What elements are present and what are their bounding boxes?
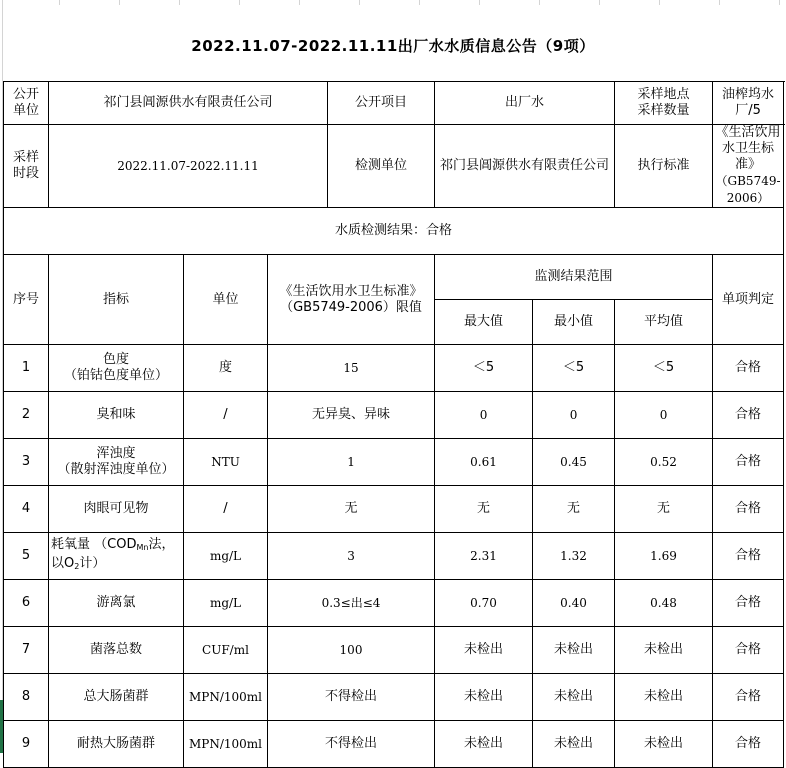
period-value[interactable]: 2022.11.07-2022.11.11 — [49, 125, 328, 208]
result-max[interactable]: 2.31 — [435, 533, 533, 580]
header-judge[interactable]: 单项判定 — [713, 255, 784, 345]
result-min[interactable]: 0.40 — [533, 580, 615, 627]
table-row — [4, 533, 784, 580]
indicator-unit[interactable]: mg/L — [184, 580, 268, 627]
indicator-unit[interactable]: / — [184, 392, 268, 439]
indicator-unit[interactable]: mg/L — [184, 533, 268, 580]
result-avg[interactable]: 无 — [615, 486, 713, 533]
table-row — [4, 674, 784, 721]
row-number[interactable]: 7 — [4, 627, 49, 674]
indicator-unit[interactable]: MPN/100ml — [184, 721, 268, 768]
result-avg[interactable]: 0.52 — [615, 439, 713, 486]
result-row — [4, 208, 784, 255]
indicator-unit[interactable]: NTU — [184, 439, 268, 486]
header-indicator[interactable]: 指标 — [49, 255, 184, 345]
judgement[interactable]: 合格 — [713, 721, 784, 768]
indicator-name[interactable]: 耐热大肠菌群 — [49, 721, 184, 768]
result-avg[interactable]: 未检出 — [615, 674, 713, 721]
judgement[interactable]: 合格 — [713, 439, 784, 486]
row-number[interactable]: 5 — [4, 533, 49, 580]
standard-limit[interactable]: 无异臭、异味 — [268, 392, 435, 439]
row-number[interactable]: 9 — [4, 721, 49, 768]
table-row — [4, 345, 784, 392]
standard-limit[interactable]: 15 — [268, 345, 435, 392]
table-row — [4, 392, 784, 439]
indicator-name[interactable]: 臭和味 — [49, 392, 184, 439]
header-limit[interactable]: 《生活饮用水卫生标准》 （GB5749-2006）限值 — [268, 255, 435, 345]
row-number[interactable]: 1 — [4, 345, 49, 392]
indicator-unit[interactable]: 度 — [184, 345, 268, 392]
standard-limit[interactable]: 100 — [268, 627, 435, 674]
period-label[interactable]: 采样 时段 — [4, 125, 49, 208]
result-max[interactable]: 未检出 — [435, 674, 533, 721]
result-avg[interactable]: 未检出 — [615, 627, 713, 674]
judgement[interactable]: 合格 — [713, 533, 784, 580]
judgement[interactable]: 合格 — [713, 580, 784, 627]
table-row — [4, 486, 784, 533]
header-range[interactable]: 监测结果范围 — [435, 255, 713, 300]
result-min[interactable]: 未检出 — [533, 627, 615, 674]
judgement[interactable]: 合格 — [713, 486, 784, 533]
header-no[interactable]: 序号 — [4, 255, 49, 345]
result-max[interactable]: 0.61 — [435, 439, 533, 486]
table-row — [4, 439, 784, 486]
indicator-unit[interactable]: CUF/ml — [184, 627, 268, 674]
row-number[interactable]: 4 — [4, 486, 49, 533]
result-avg[interactable]: 0.48 — [615, 580, 713, 627]
result-avg[interactable]: 未检出 — [615, 721, 713, 768]
standard-limit[interactable]: 0.3≤出≤4 — [268, 580, 435, 627]
standard-label[interactable]: 执行标准 — [615, 125, 713, 208]
water-quality-table — [3, 81, 784, 768]
table-row — [4, 721, 784, 768]
indicator-unit[interactable]: MPN/100ml — [184, 674, 268, 721]
info-row-period — [4, 125, 784, 208]
row-number[interactable]: 8 — [4, 674, 49, 721]
sample-location-label[interactable]: 采样地点 采样数量 — [615, 82, 713, 125]
overall-result[interactable]: 水质检测结果：合格 — [4, 208, 784, 255]
indicator-name[interactable]: 色度 （铂钴色度单位） — [49, 345, 184, 392]
header-row-1 — [4, 255, 784, 300]
public-item-value[interactable]: 出厂水 — [435, 82, 615, 125]
row-number[interactable]: 2 — [4, 392, 49, 439]
result-max[interactable]: ＜5 — [435, 345, 533, 392]
judgement[interactable]: 合格 — [713, 627, 784, 674]
indicator-name[interactable]: 总大肠菌群 — [49, 674, 184, 721]
test-unit-value[interactable]: 祁门县阊源供水有限责任公司 — [435, 125, 615, 208]
standard-limit[interactable]: 无 — [268, 486, 435, 533]
result-avg[interactable]: 0 — [615, 392, 713, 439]
result-max[interactable]: 无 — [435, 486, 533, 533]
result-avg[interactable]: ＜5 — [615, 345, 713, 392]
header-min[interactable]: 最小值 — [533, 300, 615, 345]
page-title: 2022.11.07-2022.11.11出厂水水质信息公告（9项） — [191, 36, 595, 55]
result-max[interactable]: 0 — [435, 392, 533, 439]
indicator-unit[interactable]: / — [184, 486, 268, 533]
indicator-name[interactable]: 耗氧量 （$COD_{Mn}$法， 以$O_2$计） — [49, 533, 184, 580]
result-min[interactable]: ＜5 — [533, 345, 615, 392]
standard-limit[interactable]: 3 — [268, 533, 435, 580]
spreadsheet-gridlines — [0, 0, 786, 5]
public-item-label[interactable]: 公开项目 — [328, 82, 435, 125]
standard-limit[interactable]: 1 — [268, 439, 435, 486]
result-min[interactable]: 无 — [533, 486, 615, 533]
header-unit[interactable]: 单位 — [184, 255, 268, 345]
result-min[interactable]: 未检出 — [533, 721, 615, 768]
standard-limit[interactable]: 不得检出 — [268, 721, 435, 768]
public-unit-label[interactable]: 公开 单位 — [4, 82, 49, 125]
table-row — [4, 627, 784, 674]
result-max[interactable]: 未检出 — [435, 721, 533, 768]
result-min[interactable]: 未检出 — [533, 674, 615, 721]
indicator-name[interactable]: 浑浊度 （散射浑浊度单位） — [49, 439, 184, 486]
public-unit-value[interactable]: 祁门县阊源供水有限责任公司 — [49, 82, 328, 125]
judgement[interactable]: 合格 — [713, 392, 784, 439]
test-unit-label[interactable]: 检测单位 — [328, 125, 435, 208]
result-min[interactable]: 0 — [533, 392, 615, 439]
judgement[interactable]: 合格 — [713, 674, 784, 721]
header-max[interactable]: 最大值 — [435, 300, 533, 345]
row-number[interactable]: 3 — [4, 439, 49, 486]
header-avg[interactable]: 平均值 — [615, 300, 713, 345]
standard-value[interactable]: 《生活饮用水卫生标准》 （GB5749-2006） — [713, 125, 784, 208]
standard-limit[interactable]: 不得检出 — [268, 674, 435, 721]
indicator-name[interactable]: 游离氯 — [49, 580, 184, 627]
result-min[interactable]: 0.45 — [533, 439, 615, 486]
sample-location-value[interactable]: 油榨坞水厂/5 — [713, 82, 784, 125]
indicator-name[interactable]: 菌落总数 — [49, 627, 184, 674]
row-number[interactable]: 6 — [4, 580, 49, 627]
result-max[interactable]: 未检出 — [435, 627, 533, 674]
info-row-public — [4, 82, 784, 125]
judgement[interactable]: 合格 — [713, 345, 784, 392]
result-avg[interactable]: 1.69 — [615, 533, 713, 580]
indicator-name[interactable]: 肉眼可见物 — [49, 486, 184, 533]
result-max[interactable]: 0.70 — [435, 580, 533, 627]
table-row — [4, 580, 784, 627]
result-min[interactable]: 1.32 — [533, 533, 615, 580]
